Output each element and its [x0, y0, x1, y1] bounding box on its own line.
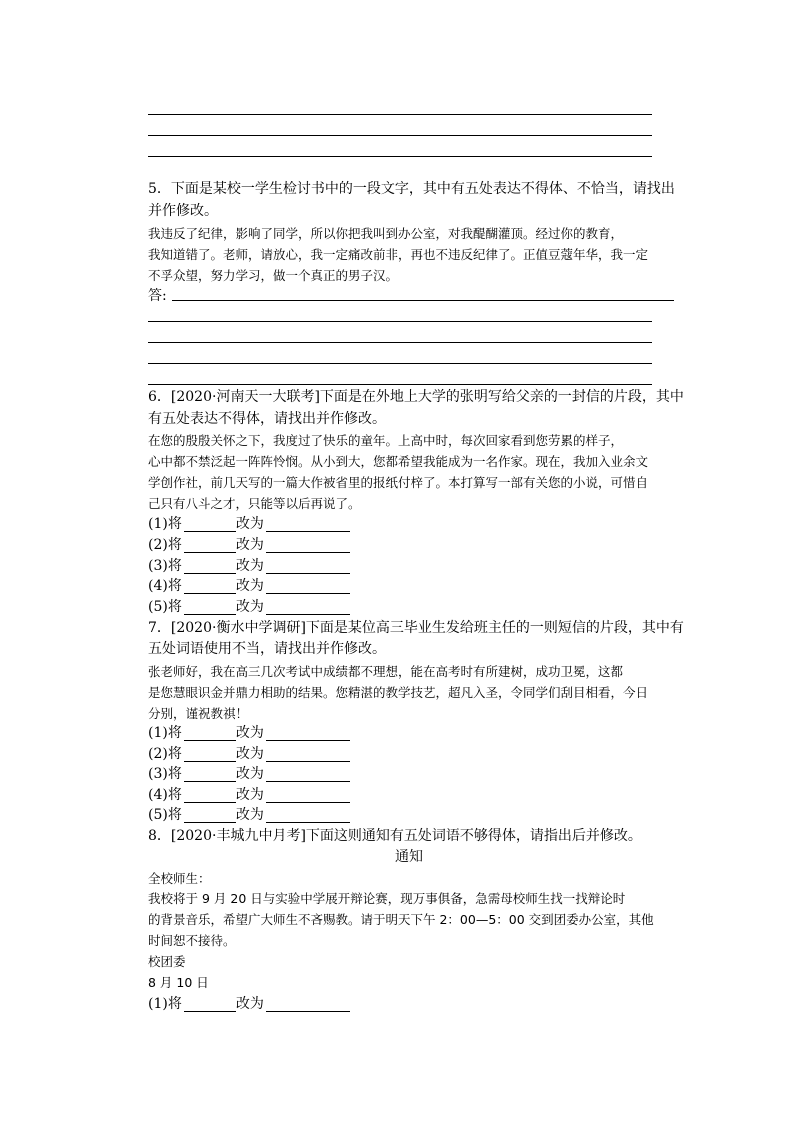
q7-fix-item-3: (3)将 改为 [148, 766, 350, 784]
original-word-blank[interactable] [184, 767, 236, 782]
notice-body-line: 时间恕不接待。 [148, 933, 236, 948]
q6-fix-item-4: (4)将 改为 [148, 578, 350, 596]
q6-stem-line2: 有五处表达不得体，请找出并作修改。 [148, 411, 386, 427]
q6-passage-line: 学创作社，前几天写的一篇大作被省里的报纸付梓了。本打算写一部有关您的小说，可惜自 [148, 475, 649, 490]
q5-stem-line2: 并作修改。 [148, 203, 218, 219]
original-word-blank[interactable] [184, 788, 236, 803]
notice-title: 通知 [395, 849, 423, 865]
q5-passage-line: 不孚众望，努力学习，做一个真正的男子汉。 [148, 268, 399, 283]
notice-date: 8 月 10 日 [148, 975, 209, 990]
revised-word-blank[interactable] [266, 997, 350, 1012]
notice-body-line: 我校将于 9 月 20 日与实验中学展开辩论赛，现万事俱备，急需母校师生找一找辩论时 [148, 891, 626, 906]
answer-line[interactable] [148, 156, 652, 157]
q7-passage-line: 分别，谨祝教祺！ [148, 706, 249, 721]
answer-line[interactable] [148, 384, 652, 385]
q7-fix-item-1: (1)将 改为 [148, 725, 350, 743]
original-word-blank[interactable] [184, 538, 236, 553]
q7-passage-line: 是您慧眼识金并鼎力相助的结果。您精湛的教学技艺，超凡入圣，令同学们刮目相看，今日 [148, 685, 649, 700]
q8-fix-item-1: (1)将 改为 [148, 996, 350, 1014]
original-word-blank[interactable] [184, 726, 236, 741]
revised-word-blank[interactable] [266, 788, 350, 803]
answer-line[interactable] [148, 363, 652, 364]
answer-line[interactable] [172, 300, 674, 301]
q5-passage-line: 我知道错了。老师，请放心，我一定痛改前非，再也不违反纪律了。正值豆蔻年华，我一定 [148, 247, 649, 262]
original-word-blank[interactable] [184, 808, 236, 823]
q6-passage-line: 在您的殷殷关怀之下，我度过了快乐的童年。上高中时，每次回家看到您劳累的样子， [148, 433, 624, 448]
revised-word-blank[interactable] [266, 808, 350, 823]
q6-stem-line1: 6．[2020·河南天一大联考]下面是在外地上大学的张明写给父亲的一封信的片段，其中 [148, 389, 684, 405]
answer-line[interactable] [148, 321, 652, 322]
answer-line[interactable] [148, 114, 652, 115]
answer-line[interactable] [148, 342, 652, 343]
notice-salutation: 全校师生： [148, 871, 211, 886]
q5-answer-label: 答: [148, 288, 167, 304]
revised-word-blank[interactable] [266, 538, 350, 553]
revised-word-blank[interactable] [266, 726, 350, 741]
q5-stem-line1: 5．下面是某校一学生检讨书中的一段文字，其中有五处表达不得体、不恰当，请找出 [148, 181, 675, 197]
q6-passage-line: 心中都不禁泛起一阵阵怜悯。从小到大，您都希望我能成为一名作家。现在，我加入业余文 [148, 454, 649, 469]
q7-fix-item-4: (4)将 改为 [148, 787, 350, 805]
original-word-blank[interactable] [184, 579, 236, 594]
q5-passage-line: 我违反了纪律，影响了同学，所以你把我叫到办公室，对我醍醐灌顶。经过你的教育， [148, 226, 624, 241]
revised-word-blank[interactable] [266, 517, 350, 532]
q6-fix-item-2: (2)将 改为 [148, 537, 350, 555]
answer-line[interactable] [148, 135, 652, 136]
revised-word-blank[interactable] [266, 600, 350, 615]
q6-fix-item-3: (3)将 改为 [148, 558, 350, 576]
q6-fix-item-5: (5)将 改为 [148, 599, 350, 617]
notice-signature: 校团委 [148, 954, 186, 969]
revised-word-blank[interactable] [266, 747, 350, 762]
original-word-blank[interactable] [184, 600, 236, 615]
original-word-blank[interactable] [184, 517, 236, 532]
notice-body-line: 的背景音乐，希望广大师生不吝赐教。请于明天下午 2：00—5：00 交到团委办公室，其他 [148, 912, 654, 927]
revised-word-blank[interactable] [266, 559, 350, 574]
revised-word-blank[interactable] [266, 579, 350, 594]
original-word-blank[interactable] [184, 997, 236, 1012]
q6-fix-item-1: (1)将 改为 [148, 516, 350, 534]
q7-fix-item-5: (5)将 改为 [148, 807, 350, 825]
q7-passage-line: 张老师好，我在高三几次考试中成绩都不理想，能在高考时有所建树，成功卫冕，这都 [148, 664, 624, 679]
revised-word-blank[interactable] [266, 767, 350, 782]
q7-fix-item-2: (2)将 改为 [148, 746, 350, 764]
original-word-blank[interactable] [184, 747, 236, 762]
q6-passage-line: 己只有八斗之才，只能等以后再说了。 [148, 496, 361, 511]
original-word-blank[interactable] [184, 559, 236, 574]
q7-stem-line2: 五处词语使用不当，请找出并作修改。 [148, 641, 386, 657]
q7-stem-line1: 7．[2020·衡水中学调研]下面是某位高三毕业生发给班主任的一则短信的片段，其中有 [148, 620, 684, 636]
q8-stem-line1: 8．[2020·丰城九中月考]下面这则通知有五处词语不够得体，请指出后并修改。 [148, 828, 642, 844]
